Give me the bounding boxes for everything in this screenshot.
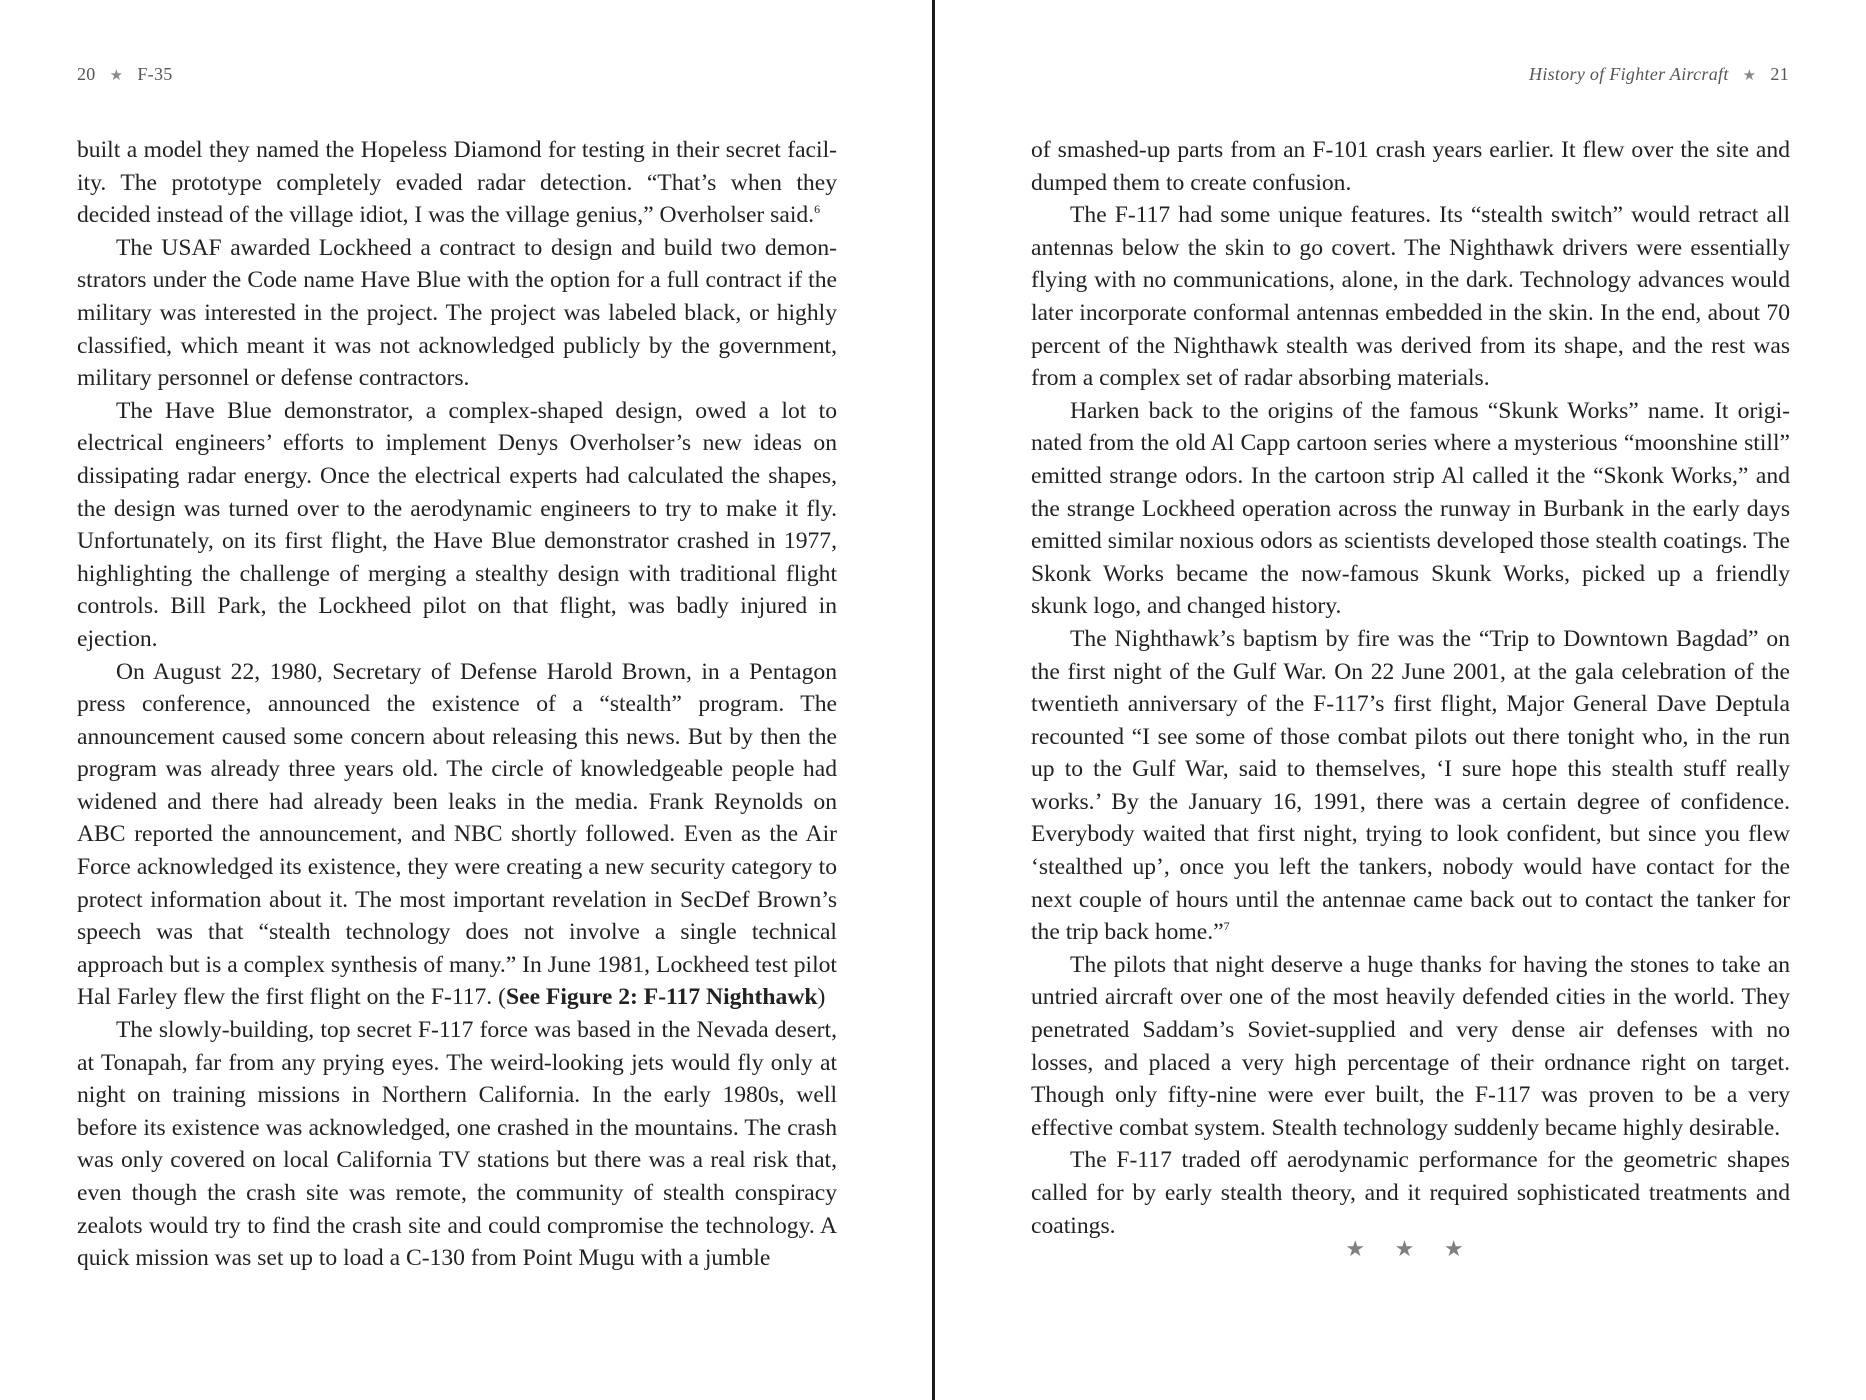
left-running-head xyxy=(77,64,173,85)
left-body-text xyxy=(77,134,837,1275)
paragraph: Harken back to the origins of the famous “Skunk Works” name. It originated from the old Al Capp cartoon series where a mysterious “moonshine still” emitted strange odors. In the cartoon strip Al called it the “Skonk Works,” and the strange Lockheed operation across the runway in Burbank in the early days emitted similar noxious odors as scientists developed those stealth coatings. The Skonk Works became the now-famous Skunk Works, picked up a friendly skunk logo, and changed history. xyxy=(1031,397,1790,620)
left-running-title: F-35 xyxy=(137,64,173,84)
paragraph: The Have Blue demonstrator, a complex-shaped design, owed a lot to electrical engineers’ efforts to implement Denys Overholser’s new ideas on dissipating radar energy. Once the electrical experts had calculated the shapes, the design was turned over to the aerodynamic engineers to try to make it fly. Unfortunately, on its first flight, the Have Blue demonstrator crashed in 1977, highlighting the challenge of merging a stealthy design with traditional flight controls. Bill Park, the Lockheed pilot on that flight, was badly injured in ejection. xyxy=(77,397,837,652)
left-page-number: 20 xyxy=(77,64,96,84)
footnote-marker: 7 xyxy=(1223,919,1230,934)
paragraph: On August 22, 1980, Secretary of Defense Harold Brown, in a Pentagon press conference, announced the existence of a “stealth” program. The announcement caused some concern about releasing this news. But by then the program was already three years old. The circle of knowledgeable people had widened and there had already been leaks in the media. Frank Reynolds on ABC reported the announcement, and NBC shortly followed. Even as the Air Force acknowledged its existence, they were creating a new security category to protect information about it. The most important revelation in SecDef Brown’s speech was that “stealth technology does not involve a single technical approach but is a complex synthesis of many.” In June 1981, Lockheed test pilot Hal Farley flew the first flight on the F-117. (See Figure 2: F-117 Nighthawk) xyxy=(77,658,837,1011)
book-gutter xyxy=(932,0,935,1400)
paragraph: The pilots that night deserve a huge thanks for having the stones to take an untried aircraft over one of the most heavily defended cities in the world. They penetrated Saddam’s Soviet-supplied and very dense air defenses with no losses, and placed a very high percentage of their ordnance right on target. Though only fifty-nine were ever built, the F-117 was proven to be a very effective combat system. Stealth technology suddenly became highly desirable. xyxy=(1031,951,1790,1141)
right-running-title: History of Fighter Aircraft xyxy=(1529,64,1729,84)
paragraph: of smashed-up parts from an F-101 crash years earlier. It flew over the site and dumped them to create confusion. xyxy=(1031,137,1790,196)
paragraph: The USAF awarded Lockheed a contract to design and build two demonstrators under the Code name Have Blue with the option for a full contract if the military was interested in the project. The project was labeled black, or highly classified, which meant it was not acknowledged publicly by the government, military personnel or defense contractors. xyxy=(77,234,837,392)
paragraph: The Nighthawk’s baptism by fire was the “Trip to Downtown Bagdad” on the first night of the Gulf War. On 22 June 2001, at the gala celebration of the twentieth anniversary of the F-117’s first flight, Major General Dave Deptula recounted “I see some of those combat pilots out there tonight who, in the run up to the Gulf War, said to themselves, ‘I sure hope this stealth stuff really works.’ By the January 16, 1991, there was a certain degree of confidence. Everybody waited that first night, trying to look confident, but since you flew ‘stealthed up’, once you left the tankers, nobody would have contact for the next couple of hours until the antennae came back out to contact the tanker for the trip back home.”$^7$ xyxy=(1031,625,1790,946)
paragraph: The F-117 had some unique features. Its “stealth switch” would retract all antennas below the skin to go covert. The Nighthawk drivers were essentially flying with no communications, alone, in the dark. Technology advances would later incorporate conformal antennas embedded in the skin. In the end, about 70 percent of the Nighthawk stealth was derived from its shape, and the rest was from a complex set of radar absorbing materials. xyxy=(1031,202,1790,392)
paragraph: The slowly-building, top secret F-117 force was based in the Nevada desert, at Tonapah, far from any prying eyes. The weird-looking jets would fly only at night on training missions in Northern California. In the early 1980s, well before its existence was acknowledged, one crashed in the mountains. The crash was only covered on local California TV stations but there was a real risk that, even though the crash site was remote, the community of stealth conspiracy zealots would try to find the crash site and could compromise the technology. A quick mission was set up to load a C-130 from Point Mugu with a jumble xyxy=(77,1017,837,1272)
separator-star-icon: ★ xyxy=(109,68,124,84)
footnote-marker: 6 xyxy=(814,202,821,217)
paragraph: The F-117 traded off aerodynamic performance for the geometric shapes called for by early stealth theory, and it required sophisticated treatments and coatings. xyxy=(1031,1147,1790,1239)
right-body-text xyxy=(1031,134,1790,1242)
paragraph: built a model they named the Hopeless Diamond for testing in their secret facility. The prototype completely evaded radar detection. “That’s when they decided instead of the village idiot, I was the village genius,” Overholser said.$^6$ xyxy=(77,137,837,229)
section-break-stars-icon: ★ ★ ★ xyxy=(1345,1236,1476,1261)
left-page xyxy=(0,0,932,1400)
figure-reference: See Figure 2: F-117 Nighthawk xyxy=(505,984,818,1011)
right-page xyxy=(936,0,1866,1400)
separator-star-icon: ★ xyxy=(1742,68,1757,84)
right-page-number: 21 xyxy=(1770,64,1789,84)
right-running-head xyxy=(1529,64,1789,85)
